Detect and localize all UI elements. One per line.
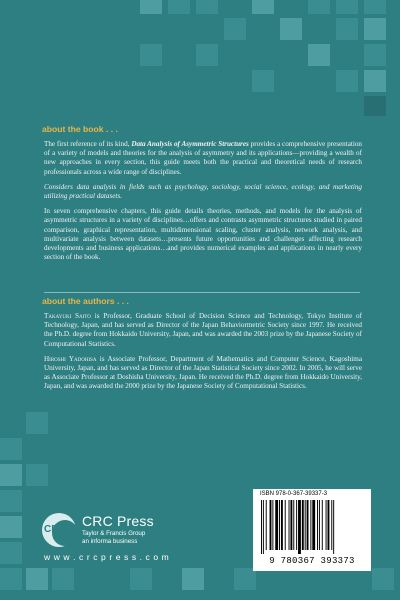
barcode-bar xyxy=(310,500,311,550)
about-book-italic: Considers data analysis in fields such as psychology, sociology, social science, ecology, and marketing utilizing practical datasets. xyxy=(44,182,362,201)
about-authors-heading: about the authors . . . xyxy=(42,296,129,306)
barcode-bar xyxy=(261,500,262,554)
barcode-bar xyxy=(319,500,320,550)
barcode-bar xyxy=(328,500,330,550)
barcode-bar xyxy=(296,500,297,550)
barcode-bar xyxy=(270,500,272,550)
barcode-bar xyxy=(322,500,323,550)
divider xyxy=(44,292,360,293)
author-2-bio: Hiroshi Yadohisa is Associate Professor, Department of Mathematics and Computer Science, Kagoshima University, Japan, and has served as Director of the Japan Statistical Society since 2002. In 2005, he will serve as Associate Professor at Doshisha University, Japan. He received the Ph.D. degree from Hokkaido University, Japan, and was awarded the 2000 prize by the Japanese Society of Computational Statistics. xyxy=(44,354,362,391)
barcode-number: 9 780367 393373 xyxy=(269,556,355,566)
barcode-bar xyxy=(333,500,334,554)
barcode-bar xyxy=(298,500,301,554)
barcode-bar xyxy=(331,500,332,550)
barcode-bar xyxy=(281,500,283,550)
barcode-bar xyxy=(317,500,318,550)
about-book-paragraph-2: In seven comprehensive chapters, this guide details theories, methods, and models for the analysis of asymmetric structures in a variety of disciplines…offers and contrasts asymmetric structures studied in paired comparison, graphical representation, multidimensional scaling, cluster analysis, network analysis, and multivariate analysis between datasets…presents future opportunities and challenges affecting research developments and business applications…and provides numerical examples and applications in nearly every section of the book. xyxy=(44,207,362,262)
publisher-brand xyxy=(82,513,154,545)
barcode-bar xyxy=(293,500,294,550)
publisher-name: CRC Press xyxy=(82,513,154,529)
barcode-bar xyxy=(302,500,304,550)
barcode-bar xyxy=(290,500,292,550)
barcode-bar xyxy=(307,500,309,550)
barcode-bar xyxy=(275,500,278,550)
logo-text: CRC xyxy=(44,524,66,535)
barcode-bar xyxy=(263,500,264,554)
publisher-line-2: an informa business xyxy=(82,538,138,545)
barcode-bar xyxy=(266,500,267,550)
isbn-label: ISBN 978-0-367-39337-3 xyxy=(260,491,328,497)
barcode-bars xyxy=(261,500,365,554)
barcode-bar xyxy=(279,500,280,550)
about-book-body xyxy=(44,140,362,268)
publisher-url: w w w . c r c p r e s s . c o m xyxy=(44,552,170,562)
barcode-bar xyxy=(272,500,273,550)
barcode-bar xyxy=(289,500,290,550)
publisher-line-1: Taylor & Francis Group xyxy=(82,530,146,537)
about-authors-body xyxy=(44,312,362,398)
barcode-bar xyxy=(326,500,327,550)
author-1-bio: Takayuki Saito is Professor, Graduate School of Decision Science and Technology, Tokyo Institute of Technology, Japan, and has served as Director of the Japan Behaviormetric Society since 1997. He received the Ph.D. degree from Hokkaido University, Japan, and was awarded the 2003 prize by the Japanese Society of Computational Statistics. xyxy=(44,312,363,348)
barcode-bar xyxy=(285,500,286,550)
barcode-bar xyxy=(305,500,306,550)
about-book-paragraph-1: The first reference of its kind, Data Analysis of Asymmetric Structures provides a comprehensive presentation of a variety of models and theories for the analysis of asymmetry and its applications—providing a wealth of new approaches in every section, this guide meets both the practical and theoretical needs of research professionals across a wide range of disciplines. xyxy=(44,140,362,176)
about-book-heading: about the book . . . xyxy=(42,124,118,134)
barcode-bar xyxy=(312,500,315,550)
